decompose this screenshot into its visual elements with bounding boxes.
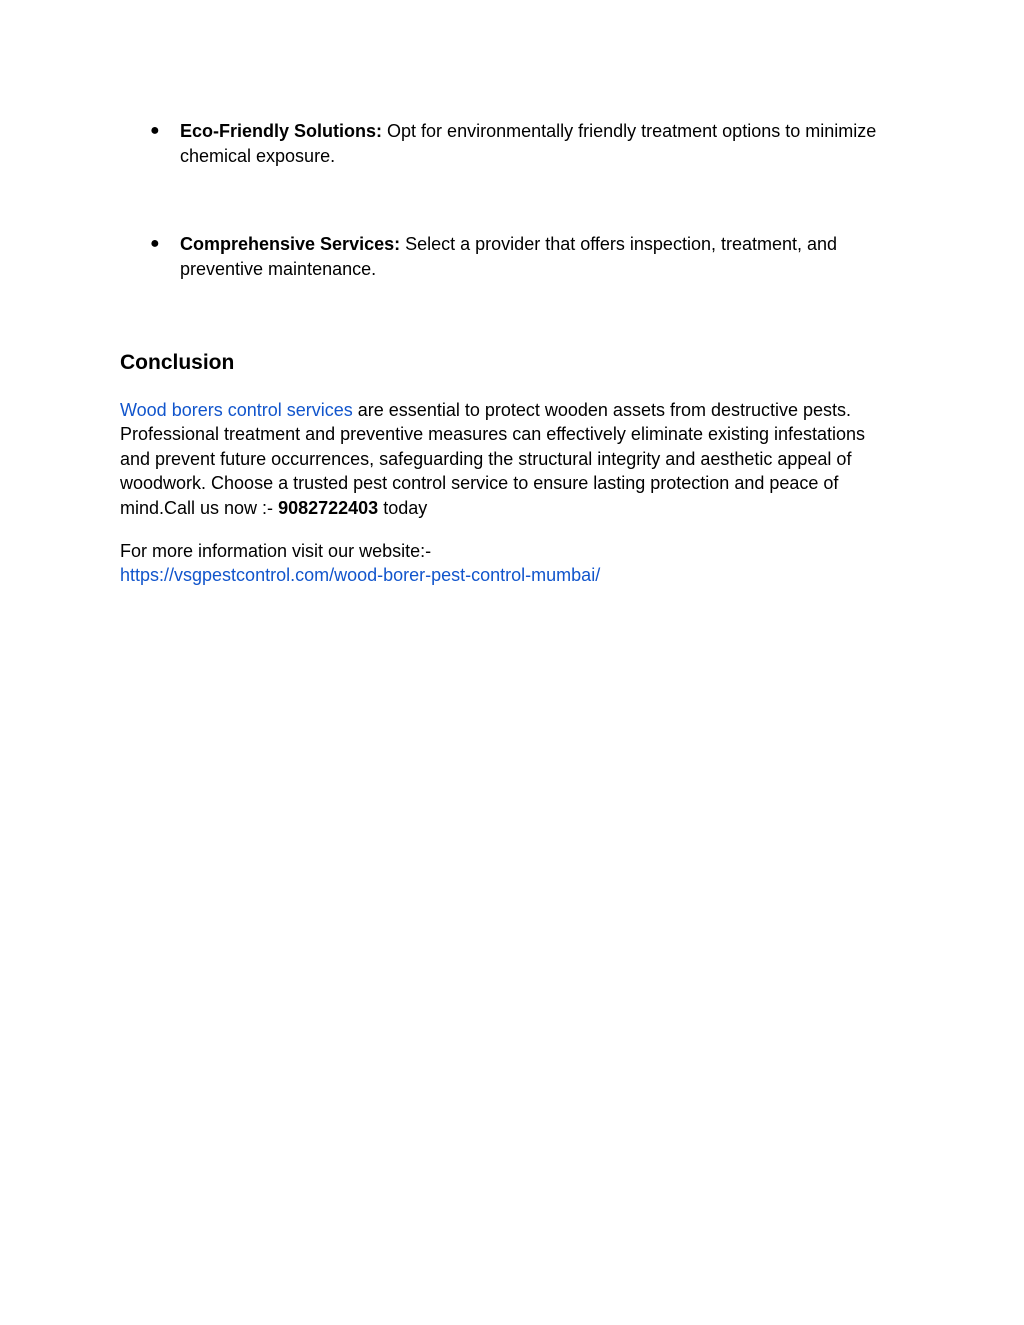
website-url-link[interactable]: https://vsgpestcontrol.com/wood-borer-pest-control-mumbai/ <box>120 565 601 586</box>
bullet-label: Eco-Friendly Solutions: <box>180 121 383 141</box>
bullet-list-comprehensive <box>120 232 910 281</box>
phone-number: 9082722403 <box>278 497 379 518</box>
bullet-point-icon: ● <box>150 235 160 252</box>
bullet-label: Comprehensive Services: <box>180 234 401 254</box>
bullet-item-eco-friendly <box>120 119 910 168</box>
wood-borers-services-link[interactable]: Wood borers control services <box>120 400 353 420</box>
bullet-list-eco <box>120 119 910 168</box>
after-phone-text: today <box>383 497 428 518</box>
bullet-text: Opt for environmentally friendly treatment options to minimize chemical exposure. <box>180 121 877 166</box>
bullet-point-icon: ● <box>150 122 160 139</box>
conclusion-body-text: are essential to protect wooden assets from destructive pests. Professional treatment and preventive measures can effectively eliminate existing infestations and prevent future occurrences, safeguarding the structural integrity and aesthetic appeal of woodwork. Choose a trusted pest control service to ensure lasting protection and peace of mind.Call us now :- <box>120 400 866 518</box>
bullet-text: Select a provider that offers inspection, treatment, and preventive maintenance. <box>180 234 838 279</box>
conclusion-paragraph <box>120 398 900 520</box>
more-info-text: For more information visit our website:- <box>120 541 432 561</box>
more-info-paragraph <box>120 539 900 588</box>
conclusion-heading: Conclusion <box>120 351 235 374</box>
bullet-item-comprehensive-services <box>120 232 910 281</box>
